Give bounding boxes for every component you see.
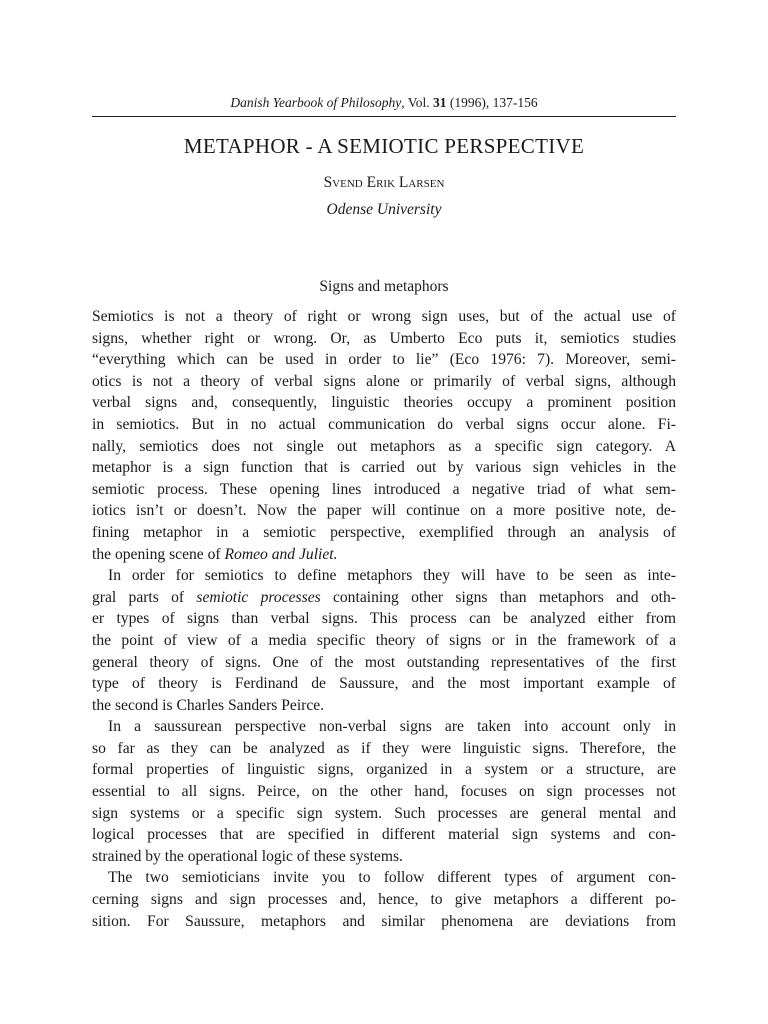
text-line: the second is Charles Sanders Peirce. xyxy=(92,696,325,714)
text-line: nally, semiotics does not single out metaphors as a specific sign category. A xyxy=(92,437,676,455)
text-line: essential to all signs. Peirce, on the other hand, focuses on sign processes not xyxy=(92,783,676,801)
text-line: cerning signs and sign processes and, hence, to give metaphors a different po- xyxy=(92,891,676,909)
text-line: er types of signs than verbal signs. This process can be analyzed either from xyxy=(92,610,676,628)
header-rule xyxy=(92,116,676,117)
text-line: the point of view of a media specific theory of signs or in the framework of a xyxy=(92,631,676,649)
text-line: general theory of signs. One of the most outstanding representatives of the first xyxy=(92,653,676,671)
paragraph-3 xyxy=(92,716,676,867)
text-line: signs, whether right or wrong. Or, as Umberto Eco puts it, semiotics studies xyxy=(92,329,676,347)
text-line: Semiotics is not a theory of right or wrong sign uses, but of the actual use of xyxy=(92,308,676,325)
text-line: sign systems or a specific sign system. Such processes are general mental and xyxy=(92,804,676,822)
text-line: The two semioticians invite you to follow different types of argument con- xyxy=(108,869,676,887)
text-line: “everything which can be used in order to lie” (Eco 1976: 7). Moreover, semi- xyxy=(92,351,676,369)
paragraph-2 xyxy=(92,565,676,716)
text-line: In order for semiotics to define metaphors they will have to be seen as inte- xyxy=(108,567,676,585)
text-line: fining metaphor in a semiotic perspective, exemplified through an analysis of xyxy=(92,523,676,541)
text-line: in semiotics. But in no actual communication do verbal signs occur alone. Fi- xyxy=(92,415,676,433)
text-line: logical processes that are specified in different material sign systems and con- xyxy=(92,826,676,844)
paragraph-1 xyxy=(92,306,676,565)
volume-prefix: , Vol. xyxy=(401,95,434,110)
text-line: otics is not a theory of verbal signs alone or primarily of verbal signs, although xyxy=(92,372,676,390)
body-text xyxy=(92,306,676,932)
article-title: METAPHOR - A SEMIOTIC PERSPECTIVE xyxy=(183,134,585,158)
text-line: verbal signs and, consequently, linguistic theories occupy a prominent position xyxy=(92,394,676,412)
text-run: containing other signs than metaphors and oth- xyxy=(320,588,676,606)
text-line: In a saussurean perspective non-verbal signs are taken into account only in xyxy=(108,718,676,736)
play-title: Romeo and Juliet. xyxy=(224,545,338,563)
text-line: type of theory is Ferdinand de Saussure, and the most important example of xyxy=(92,675,676,693)
text-line xyxy=(92,587,676,609)
text-line: iotics isn’t or doesn’t. Now the paper will continue on a more positive note, de- xyxy=(92,502,676,520)
paragraph-4 xyxy=(92,867,676,932)
text-run: gral parts of xyxy=(92,588,197,606)
emphasis-term: semiotic processes xyxy=(196,588,321,606)
volume-number: 31 xyxy=(433,95,447,110)
text-line: strained by the operational logic of these systems. xyxy=(92,847,403,865)
text-line: sition. For Saussure, metaphors and similar phenomena are deviations from xyxy=(92,912,676,930)
running-header xyxy=(92,95,676,111)
text-line: so far as they can be analyzed as if they were linguistic signs. Therefore, the xyxy=(92,739,676,757)
author-affiliation: Odense University xyxy=(326,201,442,218)
author-name: Svend Erik Larsen xyxy=(323,174,445,191)
journal-name: Danish Yearbook of Philosophy xyxy=(230,95,402,110)
text-line: formal properties of linguistic signs, organized in a system or a structure, are xyxy=(92,761,676,779)
text-run: the opening scene of xyxy=(92,545,225,563)
year-pages: (1996), 137-156 xyxy=(446,95,538,110)
text-line: semiotic process. These opening lines introduced a negative triad of what sem- xyxy=(92,480,676,498)
section-heading: Signs and metaphors xyxy=(319,278,449,295)
text-line xyxy=(92,544,676,566)
text-line: metaphor is a sign function that is carried out by various sign vehicles in the xyxy=(92,459,676,477)
